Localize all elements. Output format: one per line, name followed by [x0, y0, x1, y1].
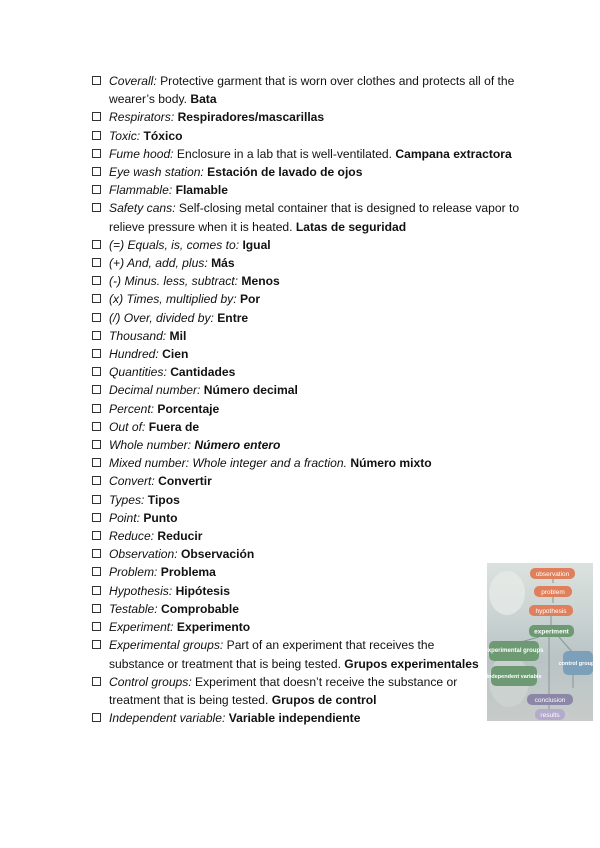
results-label: results	[540, 712, 560, 719]
checkbox-icon[interactable]	[92, 531, 101, 540]
checkbox-icon[interactable]	[92, 76, 101, 85]
checkbox-icon[interactable]	[92, 240, 101, 249]
spanish-translation: Observación	[180, 547, 255, 562]
term-text: Quantities:	[109, 365, 167, 380]
term-text: Problem:	[109, 565, 158, 580]
list-item	[92, 491, 536, 509]
list-item	[92, 472, 536, 490]
vocabulary-list	[92, 72, 536, 727]
checkbox-icon[interactable]	[92, 149, 101, 158]
checkbox-icon[interactable]	[92, 713, 101, 722]
spanish-translation: Cantidades	[170, 365, 236, 380]
term-text: (=) Equals, is, comes to:	[109, 237, 240, 252]
checkbox-icon[interactable]	[92, 112, 101, 121]
checkbox-icon[interactable]	[92, 313, 101, 322]
definition-text: Enclosure in a lab that is well-ventilated.	[173, 146, 396, 161]
list-item	[92, 436, 536, 454]
checkbox-icon[interactable]	[92, 513, 101, 522]
spanish-translation: Número entero	[194, 438, 281, 453]
list-item	[92, 199, 536, 235]
spanish-translation: Tóxico	[143, 128, 183, 143]
definition-text: Part of an experiment that receives the substance or treatment that is being tested.	[109, 638, 435, 671]
spanish-translation: Entre	[217, 310, 249, 325]
term-text: (/) Over, divided by:	[109, 310, 214, 325]
checkbox-icon[interactable]	[92, 440, 101, 449]
checkbox-icon[interactable]	[92, 404, 101, 413]
list-item	[92, 381, 536, 399]
checkbox-icon[interactable]	[92, 349, 101, 358]
term-text: Toxic:	[109, 128, 141, 143]
term-text: Whole number:	[109, 438, 192, 453]
spanish-translation: Tipos	[147, 492, 180, 507]
list-item	[92, 145, 536, 163]
independent-variable-label: independent variable	[486, 674, 542, 680]
spanish-translation: Hipótesis	[175, 583, 230, 598]
checkbox-icon[interactable]	[92, 622, 101, 631]
spanish-translation: Por	[239, 292, 261, 307]
list-item	[92, 600, 536, 618]
spanish-translation: Número mixto	[350, 456, 432, 471]
term-text: Reduce:	[109, 529, 155, 544]
spanish-translation: Menos	[241, 274, 280, 289]
term-text: Eye wash station:	[109, 165, 204, 180]
checkbox-icon[interactable]	[92, 276, 101, 285]
spanish-translation: Problema	[160, 565, 216, 580]
spanish-translation: Bata	[190, 92, 217, 107]
definition-text: Protective garment that is worn over clothes and protects all of the wearer’s body.	[109, 74, 515, 107]
spanish-translation: Variable independiente	[228, 711, 361, 726]
list-item	[92, 163, 536, 181]
list-item	[92, 582, 536, 600]
term-text: Hundred:	[109, 347, 159, 362]
spanish-translation: Flamable	[175, 183, 228, 198]
experiment-label: experiment	[534, 628, 569, 636]
checkbox-icon[interactable]	[92, 331, 101, 340]
problem-label: problem	[541, 589, 565, 596]
term-text: Testable:	[109, 601, 158, 616]
checkbox-icon[interactable]	[92, 367, 101, 376]
term-text: Coverall:	[109, 74, 157, 88]
spanish-translation: Latas de seguridad	[295, 219, 407, 234]
list-item	[92, 545, 536, 563]
list-item	[92, 327, 536, 345]
control-groups-label: control groups	[558, 661, 598, 667]
list-item	[92, 72, 536, 108]
term-text: Types:	[109, 492, 145, 507]
list-item	[92, 363, 536, 381]
spanish-translation: Campana extractora	[395, 146, 512, 161]
term-text: Independent variable:	[109, 711, 226, 726]
checkbox-icon[interactable]	[92, 203, 101, 212]
checkbox-icon[interactable]	[92, 458, 101, 467]
spanish-translation: Reducir	[157, 529, 203, 544]
scientific-method-diagram	[484, 563, 598, 721]
spanish-translation: Convertir	[158, 474, 212, 489]
list-item	[92, 563, 536, 581]
spanish-translation: Comprobable	[161, 601, 239, 616]
list-item	[92, 345, 536, 363]
term-text: Out of:	[109, 419, 146, 434]
checkbox-icon[interactable]	[92, 167, 101, 176]
checkbox-icon[interactable]	[92, 495, 101, 504]
term-text: (x) Times, multiplied by:	[109, 292, 237, 307]
hypothesis-label: hypothesis	[535, 608, 567, 615]
conclusion-label: conclusion	[534, 697, 566, 704]
list-item	[92, 509, 536, 527]
term-text: Experimental groups:	[109, 638, 224, 653]
checkbox-icon[interactable]	[92, 131, 101, 140]
list-item	[92, 309, 536, 327]
checkbox-icon[interactable]	[92, 294, 101, 303]
term-text: Convert:	[109, 474, 155, 489]
list-item	[92, 272, 536, 290]
term-text: Hypothesis:	[109, 583, 173, 598]
term-text: Control groups:	[109, 674, 192, 689]
list-item	[92, 618, 536, 636]
checkbox-icon[interactable]	[92, 258, 101, 267]
term-text: Point:	[109, 510, 140, 525]
experimental-groups-label: experimental groups	[484, 648, 544, 654]
list-item	[92, 636, 481, 672]
term-text: Observation:	[109, 547, 178, 562]
spanish-translation: Porcentaje	[157, 401, 220, 416]
spanish-translation: Mil	[169, 328, 187, 343]
term-text: Fume hood:	[109, 146, 174, 161]
list-item	[92, 181, 536, 199]
spanish-translation: Estación de lavado de ojos	[207, 165, 363, 180]
list-item	[92, 673, 481, 709]
checkbox-icon[interactable]	[92, 549, 101, 558]
checkbox-icon[interactable]	[92, 640, 101, 649]
checkbox-icon[interactable]	[92, 567, 101, 576]
list-item	[92, 400, 536, 418]
checkbox-icon[interactable]	[92, 422, 101, 431]
spanish-translation: Igual	[242, 237, 271, 252]
spanish-translation: Respiradores/mascarillas	[177, 110, 325, 125]
term-text: Experiment:	[109, 620, 174, 635]
term-text: Percent:	[109, 401, 155, 416]
term-text: Respirators:	[109, 110, 175, 125]
spanish-translation: Punto	[143, 510, 178, 525]
list-item	[92, 527, 536, 545]
checkbox-icon[interactable]	[92, 185, 101, 194]
term-text: Mixed number: Whole integer and a fraction.	[109, 456, 347, 471]
spanish-translation: Cien	[162, 347, 189, 362]
list-item	[92, 454, 536, 472]
term-text: (+) And, add, plus:	[109, 256, 208, 271]
term-text: Decimal number:	[109, 383, 201, 398]
list-item	[92, 418, 536, 436]
list-item	[92, 108, 536, 126]
observation-label: observation	[535, 571, 570, 578]
spanish-translation: Más	[211, 256, 235, 271]
list-item	[92, 709, 536, 727]
checkbox-icon[interactable]	[92, 385, 101, 394]
background-flask	[489, 571, 525, 615]
spanish-translation: Grupos experimentales	[344, 656, 479, 671]
spanish-translation: Número decimal	[203, 383, 298, 398]
term-text: Flammable:	[109, 183, 173, 198]
definition-text: Self-closing metal container that is designed to release vapor to relieve pressure when it is heated.	[109, 201, 520, 234]
definition-text: Experiment that doesn’t receive the substance or treatment that is being tested.	[109, 674, 458, 707]
term-text: (-) Minus. less, subtract:	[109, 274, 239, 289]
list-item	[92, 254, 536, 272]
list-item	[92, 236, 536, 254]
checkbox-icon[interactable]	[92, 604, 101, 613]
list-item	[92, 127, 536, 145]
term-text: Thousand:	[109, 328, 167, 343]
spanish-translation: Experimento	[176, 620, 251, 635]
checkbox-icon[interactable]	[92, 677, 101, 686]
checkbox-icon[interactable]	[92, 476, 101, 485]
scientific-method-diagram-svg	[484, 563, 598, 721]
spanish-translation: Grupos de control	[271, 692, 377, 707]
term-text: Safety cans:	[109, 201, 176, 216]
spanish-translation: Fuera de	[148, 419, 200, 434]
checkbox-icon[interactable]	[92, 586, 101, 595]
list-item	[92, 290, 536, 308]
